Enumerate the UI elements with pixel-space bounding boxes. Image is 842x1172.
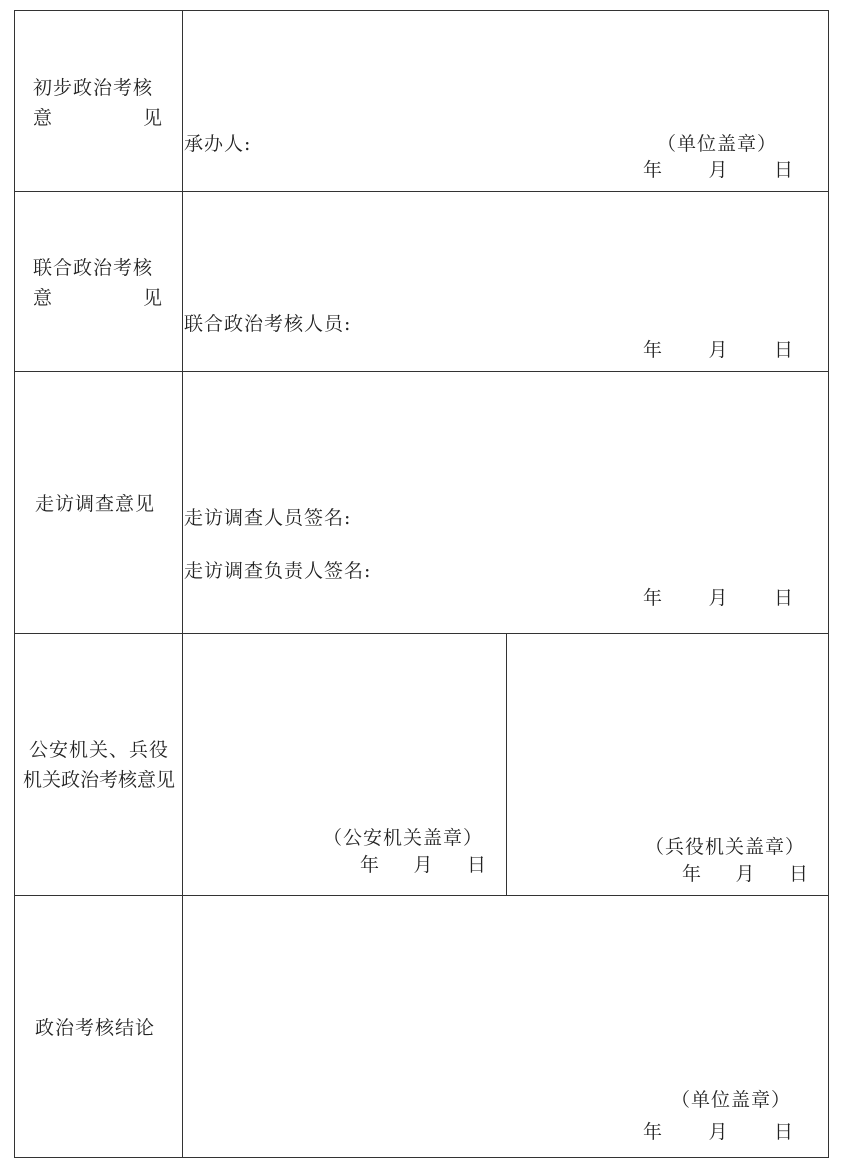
date-day: 日 — [773, 587, 793, 609]
police-military-divider — [506, 633, 507, 895]
conclusion-label: 政治考核结论 — [35, 1017, 156, 1039]
date-year: 年 — [360, 854, 380, 876]
police-military-label-line2: 机关政治考核意见 — [22, 769, 175, 791]
handler-label: 承办人: — [184, 133, 252, 155]
row-divider-3 — [15, 633, 828, 634]
preliminary-label-char-left: 意 — [33, 107, 54, 129]
preliminary-label-line2 — [33, 103, 163, 133]
date-day: 日 — [773, 159, 793, 181]
political-review-form — [14, 10, 829, 1158]
row-divider-4 — [15, 895, 828, 896]
date-year: 年 — [643, 159, 663, 181]
visit-staff-signature-label: 走访调查人员签名: — [184, 507, 352, 529]
date-year: 年 — [643, 339, 663, 361]
date-year: 年 — [643, 587, 663, 609]
row-divider-1 — [15, 191, 828, 192]
date-day: 日 — [773, 1121, 793, 1143]
date-month: 月 — [708, 587, 728, 609]
joint-label-line1: 联合政治考核 — [33, 257, 154, 279]
visit-lead-signature-label: 走访调查负责人签名: — [184, 560, 372, 582]
date-month: 月 — [708, 339, 728, 361]
date-year: 年 — [643, 1121, 663, 1143]
date-month: 月 — [735, 863, 755, 885]
military-date — [682, 863, 808, 885]
police-military-label-line1: 公安机关、兵役 — [28, 739, 169, 761]
date-month: 月 — [413, 854, 433, 876]
conclusion-date — [643, 1121, 793, 1143]
preliminary-label-char-right: 见 — [142, 107, 163, 129]
visit-investigation-label: 走访调查意见 — [35, 493, 156, 515]
police-date — [360, 854, 486, 876]
joint-review-label — [33, 253, 163, 313]
joint-label-char-right: 见 — [142, 287, 163, 309]
preliminary-seal: （单位盖章） — [657, 133, 778, 155]
military-seal: （兵役机关盖章） — [645, 836, 806, 858]
conclusion-seal: （单位盖章） — [671, 1089, 792, 1111]
date-month: 月 — [708, 1121, 728, 1143]
visit-date — [643, 587, 793, 609]
label-column-divider — [182, 11, 183, 1157]
preliminary-date — [643, 159, 793, 181]
date-year: 年 — [682, 863, 702, 885]
row-divider-2 — [15, 371, 828, 372]
date-day: 日 — [466, 854, 486, 876]
joint-label-char-left: 意 — [33, 287, 54, 309]
date-day: 日 — [773, 339, 793, 361]
joint-staff-label: 联合政治考核人员: — [184, 313, 352, 335]
police-military-review-label — [17, 735, 181, 795]
joint-date — [643, 339, 793, 361]
preliminary-label-line1: 初步政治考核 — [33, 77, 154, 99]
preliminary-review-label — [33, 73, 163, 133]
police-seal: （公安机关盖章） — [323, 827, 484, 849]
date-day: 日 — [788, 863, 808, 885]
joint-label-line2 — [33, 283, 163, 313]
date-month: 月 — [708, 159, 728, 181]
